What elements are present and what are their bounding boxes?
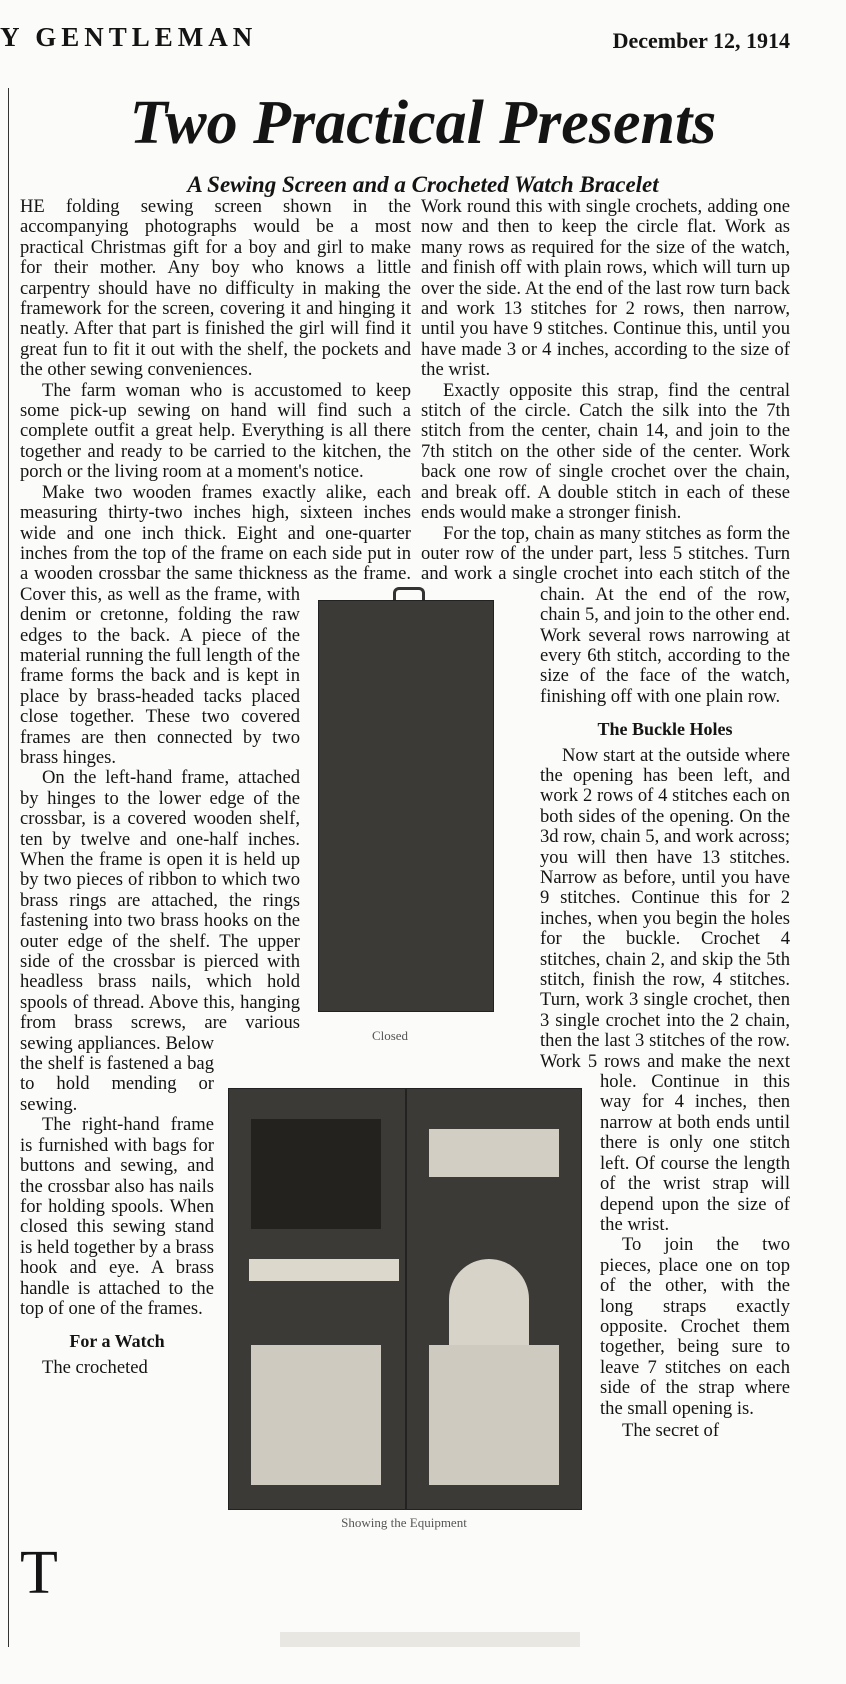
section-heading-buckle: The Buckle Holes	[597, 719, 733, 740]
paragraph: The right-hand frame is furnished with bags for buttons and sewing, and the crossbar also has nails for holding spools. When closed this sewing stand is held together by a brass hook and eye. A brass handle is attached to the top of one of the frames.	[20, 1114, 214, 1319]
photo-open-right-panel	[406, 1088, 582, 1510]
article-title: Two Practical Presents	[129, 89, 717, 157]
paragraph: The farm woman who is accustomed to keep some pick-up sewing on hand will find such a complete outfit a great help. Everything is all there together and ready to be carried to the kitchen, the porch or the living room at a moment's notice.	[20, 379, 411, 483]
masthead: Y GENTLEMAN	[0, 22, 258, 52]
photo-closed-screen	[318, 600, 494, 1012]
paragraph: The secret of	[622, 1419, 720, 1441]
caption-closed: Closed	[371, 1028, 409, 1043]
paragraph: Work round this with single crochets, adding one now and then to keep the circle flat. Work as many rows as required for the size of the watch, and finish off with plain rows, which will turn up over the side. At the end of the last row turn back and work 13 stitches for 2 rows, then narrow, until you have 9 stitches. Continue this, until you have made 3 or 4 inches, according to the size of the wrist.	[421, 196, 790, 381]
paragraph-text: sixteen inches wide and one inch thick. Eight and one-quarter inches from the top of the frame on each side put in a wooden crossbar the same thickness as the frame. Cover this, as well as the frame, with denim or cretonne, folding the raw edges to the back. A piece of the material running the full length of the frame forms the back and is kept in place by brass-headed tacks placed close together. These two covered frames are then connected by two brass hinges.	[20, 502, 411, 768]
float-spacer	[411, 197, 412, 585]
photo-open-left-panel	[228, 1088, 406, 1510]
paragraph-text: HE folding sewing screen shown in the accompanying photographs would be a most practical Christmas gift for a boy and girl to make for their mother. Any boy who knows a little carpentry should have no difficulty in making the framework for the screen, covering it and hinging it neatly. After that part is finished the girl will find it great fun to fit it out with the shelf, the pockets and the other sewing conveniences.	[20, 196, 411, 381]
section-heading-watch: For a Watch	[69, 1331, 165, 1352]
paragraph: To join the two pieces, place one on top of the other, with the long straps exactly opposite. Crochet them together, being sure to leave 7 stitches on each side of the strap where the small opening is.	[600, 1234, 790, 1419]
paragraph-text: work 3 single crochet, then 3 single crochet into the 2 chain, then the last 3 stitches of the row. Work 5 rows and make the next hole. Continue in this way for 4 inches, then narrow at both ends until there is only one stitch left. Of course the length of the wrist strap will depend upon the size of the wrist.	[540, 989, 790, 1235]
paragraph: For the top, chain as many stitches as form the outer row of the under part, less 5 stitches. Turn and work a single crochet into each stitch of the chain. At the end of the row, chain 5, and join to the other end. Work several rows narrowing at every 6th stitch, according to the size of the face of the watch, finishing off with one plain row.	[421, 522, 790, 707]
paragraph: The crocheted	[42, 1356, 148, 1378]
paragraph-text: Make two wooden frames exactly alike, each measuring thirty-two inches high,	[20, 481, 411, 524]
issue-date: December 12, 1914	[612, 28, 790, 53]
drop-cap: T	[20, 1539, 58, 1607]
paragraph-text: side of the crossbar is pierced with headless brass nails, which hold spools of thread. Above this, hanging from brass screws, are various sewing appliances. Below the shelf is fastened a bag to hold mending or sewing.	[20, 951, 300, 1115]
article-subtitle: A Sewing Screen and a Crocheted Watch Bracelet	[187, 172, 659, 197]
paragraph-text: Now start at the outside where the opening has been left, and work 2 rows of 4 stitches each on both sides of the opening. On the 3d row, chain 5, and work across; you will then have 13 stitches. Narrow as before, until you have 9 stitches. Continue this for 2 inches, when you begin the holes for the buckle. Crochet 4 stitches, chain 2, and skip the 5th stitch, finish the row, 4 stitches. Turn,	[540, 744, 790, 1011]
caption-open: Showing the Equipment	[341, 1515, 467, 1530]
next-photo-partial	[280, 1632, 580, 1647]
column-rule	[8, 88, 9, 1647]
paragraph: Exactly opposite this strap, find the central stitch of the circle. Catch the silk into the 7th stitch from the center, chain 14, and join to the 7th stitch on the other side of the center. Work back one row of single crochet over the chain, and break off. A double stitch in each of these ends would make a stronger finish.	[421, 379, 790, 524]
paragraph-text: On the left-hand frame, attached by hinges to the lower edge of the crossbar, is a covered wooden shelf, ten by twelve and one-half inches. When the frame is open it is held up by two pieces of ribbon to which two brass rings are attached, the rings fastening into two brass hooks on the outer edge of the shelf. The upper	[20, 767, 300, 952]
